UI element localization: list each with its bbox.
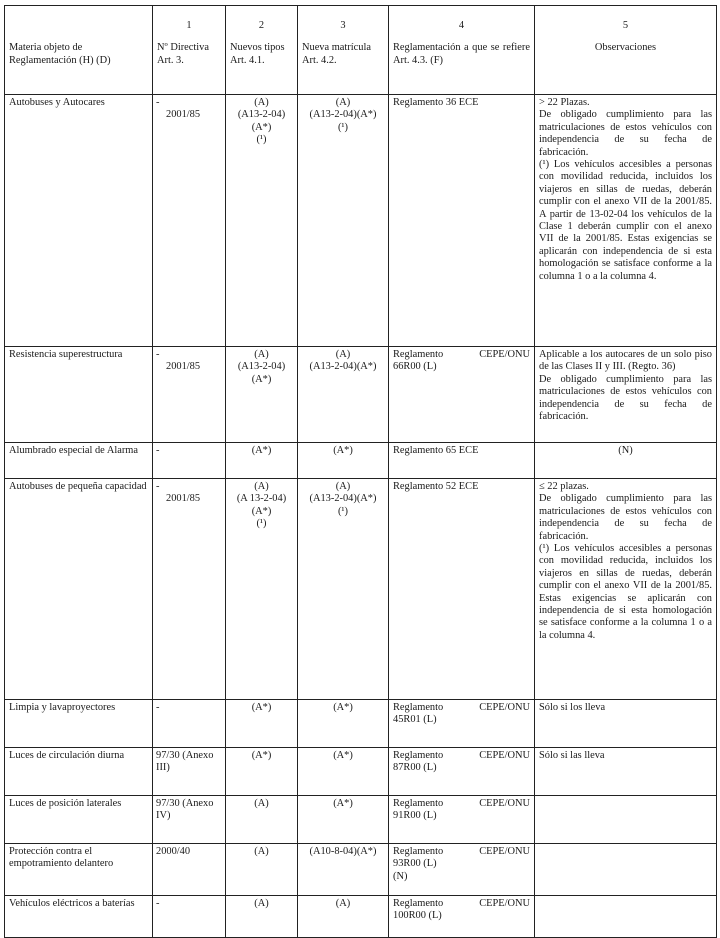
header-cell-nueva-matricula [298,6,389,95]
nueva-matricula-cell [298,700,389,748]
observaciones-text: ≤ 22 plazas. De obligado cumplimiento para las matriculaciones de estos vehículos con independencia de su fecha de fabricación. (¹) Los vehículos accesibles a personas con movilidad reducida, incluidos los viajeros en sillas de ruedas, deberán cumplir con el anexo VII de la 2001/85. Estas exigencias se aplicarán con independencia de si esta homologación se satisface conforme a la columna 1 o a la columna 4. [539,481,712,641]
regulation-table [4,5,717,938]
directiva-text: - [156,97,160,108]
observaciones-text: Sólo si los lleva [539,702,606,713]
materia-cell [5,443,153,479]
reglamento-label: Reglamento [393,750,444,761]
reglamento-code: 66R00 (L) [393,361,437,373]
header-row [5,6,717,95]
reglamento-org: CEPE/ONU [479,702,530,713]
materia-cell [5,844,153,896]
nuevos-tipos-cell [226,443,298,479]
reglamento-org: CEPE/ONU [479,898,530,909]
column-number: 3 [340,20,346,31]
nuevos-tipos-value: (A) [254,349,269,360]
nuevos-tipos-value: (A) [254,798,269,809]
observaciones-text: (N) [618,445,633,456]
reglamento-label: Reglamento [393,898,444,909]
reglamento-org: CEPE/ONU [479,750,530,761]
directiva-cell [153,443,226,479]
reglamento-code: 93R00 (L) (N) [393,858,437,882]
nuevos-tipos-cell [226,347,298,443]
nueva-matricula-value: (A13-2-04)(A*) [309,109,377,121]
reglamentacion-cell [389,748,535,796]
directiva-cell [153,748,226,796]
directiva-text: 2001/85 [166,109,201,121]
nuevos-tipos-value: (A*) [251,702,272,713]
observaciones-cell [535,347,717,443]
header-label: Observaciones [594,42,657,54]
materia-text: Autobuses y Autocares [9,97,105,108]
observaciones-cell [535,844,717,896]
materia-text: Autobuses de pequeña capacidad [9,481,147,492]
nueva-matricula-value: (A) [335,898,351,909]
nuevos-tipos-value: (A13-2-04)(A*) [237,109,286,133]
table-row [5,748,717,796]
table-row [5,896,717,938]
nueva-matricula-value: (A*) [333,445,353,456]
table-row [5,479,717,700]
column-number: 4 [458,20,465,31]
reglamentacion-line [393,349,530,361]
nuevos-tipos-value: (¹) [256,134,267,146]
directiva-cell [153,844,226,896]
nuevos-tipos-value: (A) [254,481,269,492]
directiva-text: 97/30 (Anexo IV) [156,798,214,822]
materia-cell [5,479,153,700]
nueva-matricula-cell [298,347,389,443]
observaciones-cell [535,443,717,479]
reglamentacion-line [393,702,530,714]
reglamentacion-cell [389,896,535,938]
reglamentacion-cell [389,95,535,347]
header-cell-observaciones [535,6,717,95]
nuevos-tipos-cell [226,844,298,896]
nueva-matricula-cell [298,748,389,796]
materia-cell [5,347,153,443]
nueva-matricula-cell [298,95,389,347]
reglamentacion-cell [389,443,535,479]
observaciones-cell [535,479,717,700]
nuevos-tipos-cell [226,95,298,347]
nueva-matricula-cell [298,479,389,700]
observaciones-text: Aplicable a los autocares de un solo piso de las Clases II y III. (Regto. 36) De obligado cumplimiento para las matriculaciones de estos vehículos con independencia de su fecha de fabricación. [539,349,712,423]
reglamento-label: Reglamento [393,702,444,713]
directiva-text: - [156,481,160,492]
nueva-matricula-value: (A) [335,97,351,108]
observaciones-cell [535,796,717,844]
reglamentacion-line [393,97,530,109]
table-row [5,443,717,479]
materia-cell [5,748,153,796]
nueva-matricula-cell [298,844,389,896]
nueva-matricula-cell [298,796,389,844]
nueva-matricula-value: (¹) [337,121,349,133]
directiva-text: - [156,702,160,713]
reglamento-code: 45R01 (L) [393,714,437,726]
directiva-text: 2001/85 [166,493,201,505]
reglamentacion-cell [389,479,535,700]
nuevos-tipos-cell [226,700,298,748]
header-cell-nuevos-tipos [226,6,298,95]
materia-text: Resistencia superestructura [9,349,123,360]
directiva-cell [153,796,226,844]
reglamentacion-cell [389,700,535,748]
nueva-matricula-value: (A) [335,349,351,360]
directiva-cell [153,347,226,443]
reglamento-code: 91R00 (L) [393,810,437,822]
materia-text: Luces de circulación diurna [9,750,125,761]
nuevos-tipos-value: (A 13-2-04)(A*) [236,493,287,517]
table-row [5,700,717,748]
reglamentacion-cell [389,347,535,443]
reglamento-label: Reglamento [393,349,444,360]
nuevos-tipos-cell [226,896,298,938]
directiva-text: - [156,445,160,456]
reglamento-org: CEPE/ONU [479,798,530,809]
nuevos-tipos-value: (A) [254,846,269,857]
header-label: Reglamentación a que se refiere Art. 4.3. (F) [393,42,530,66]
observaciones-cell [535,896,717,938]
header-cell-directiva [153,6,226,95]
reglamento-org: CEPE/ONU [479,846,530,857]
observaciones-cell [535,748,717,796]
header-cell-materia [5,6,153,95]
column-number: 2 [258,20,265,31]
directiva-cell [153,95,226,347]
header-label: Materia objeto de Reglamentación (H) (D) [9,42,111,66]
nuevos-tipos-value: (A) [254,898,269,909]
nueva-matricula-value: (A*) [333,702,353,713]
reglamentacion-line [393,481,530,493]
header-cell-reglamentacion [389,6,535,95]
nuevos-tipos-cell [226,479,298,700]
reglamentacion-line [393,798,530,810]
materia-text: Alumbrado especial de Alarma [9,445,138,456]
observaciones-cell [535,700,717,748]
nuevos-tipos-value: (A*) [251,750,272,761]
reglamento-label: Reglamento 36 ECE [393,97,479,108]
nuevos-tipos-cell [226,748,298,796]
materia-cell [5,95,153,347]
materia-text: Protección contra el empotramiento delantero [9,846,114,870]
nueva-matricula-value: (A13-2-04)(A*) [309,361,377,373]
materia-cell [5,700,153,748]
reglamento-label: Reglamento [393,798,444,809]
directiva-text: - [156,349,160,360]
reglamentacion-cell [389,796,535,844]
reglamento-code: 87R00 (L) [393,762,437,774]
materia-cell [5,796,153,844]
reglamento-label: Reglamento 52 ECE [393,481,479,492]
directiva-cell [153,896,226,938]
table-row [5,796,717,844]
table-row [5,844,717,896]
reglamentacion-line [393,445,530,457]
reglamentacion-line [393,898,530,910]
reglamento-org: CEPE/ONU [479,349,530,360]
directiva-text: 2001/85 [166,361,201,373]
reglamento-label: Reglamento [393,846,444,857]
header-label: Nº Directiva Art. 3. [157,42,209,66]
header-label: Nueva matrícula Art. 4.2. [302,42,371,66]
directiva-cell [153,479,226,700]
nuevos-tipos-value: (A) [254,97,269,108]
reglamentacion-cell [389,844,535,896]
nuevos-tipos-value: (A13-2-04)(A*) [237,361,286,385]
nueva-matricula-value: (A*) [333,798,353,809]
nueva-matricula-value: (A13-2-04)(A*) [309,493,377,505]
reglamentacion-line [393,846,530,858]
nueva-matricula-cell [298,443,389,479]
nueva-matricula-cell [298,896,389,938]
nueva-matricula-value: (¹) [337,505,349,517]
column-number: 5 [622,20,629,31]
materia-text: Limpia y lavaproyectores [9,702,116,713]
observaciones-text: Sólo si las lleva [539,750,605,761]
materia-text: Luces de posición laterales [9,798,122,809]
nuevos-tipos-cell [226,796,298,844]
reglamento-label: Reglamento 65 ECE [393,445,479,456]
column-number: 1 [186,20,192,31]
directiva-text: - [156,898,160,909]
nuevos-tipos-value: (A*) [251,445,272,456]
table-row [5,95,717,347]
reglamentacion-line [393,750,530,762]
reglamento-code: 100R00 (L) [393,910,442,922]
directiva-cell [153,700,226,748]
observaciones-text: > 22 Plazas. De obligado cumplimiento para las matriculaciones de estos vehículos con independencia de su fecha de fabricación. (¹) Los vehículos accesibles a personas con movilidad reducida, incluidos los viajeros en sillas de ruedas, deberán cumplir con el anexo VII de la 2001/85. A partir de 13-02-04 los vehículos de la Clase 1 deberán cumplir con el anexo VII de la 2001/85. Estas exigencias se aplicarán con independencia de si esta homologación se satisface conforme a la columna 1 o a la columna 4. [539,97,712,282]
nueva-matricula-value: (A) [335,481,351,492]
table-row [5,347,717,443]
directiva-text: 2000/40 [156,846,191,857]
nueva-matricula-value: (A*) [333,750,353,761]
nuevos-tipos-value: (¹) [256,518,267,530]
directiva-text: 97/30 (Anexo III) [156,750,214,774]
materia-text: Vehículos eléctricos a baterías [9,898,135,909]
nueva-matricula-value: (A10-8-04)(A*) [309,846,377,857]
header-label: Nuevos tipos Art. 4.1. [230,42,285,66]
materia-cell [5,896,153,938]
observaciones-cell [535,95,717,347]
